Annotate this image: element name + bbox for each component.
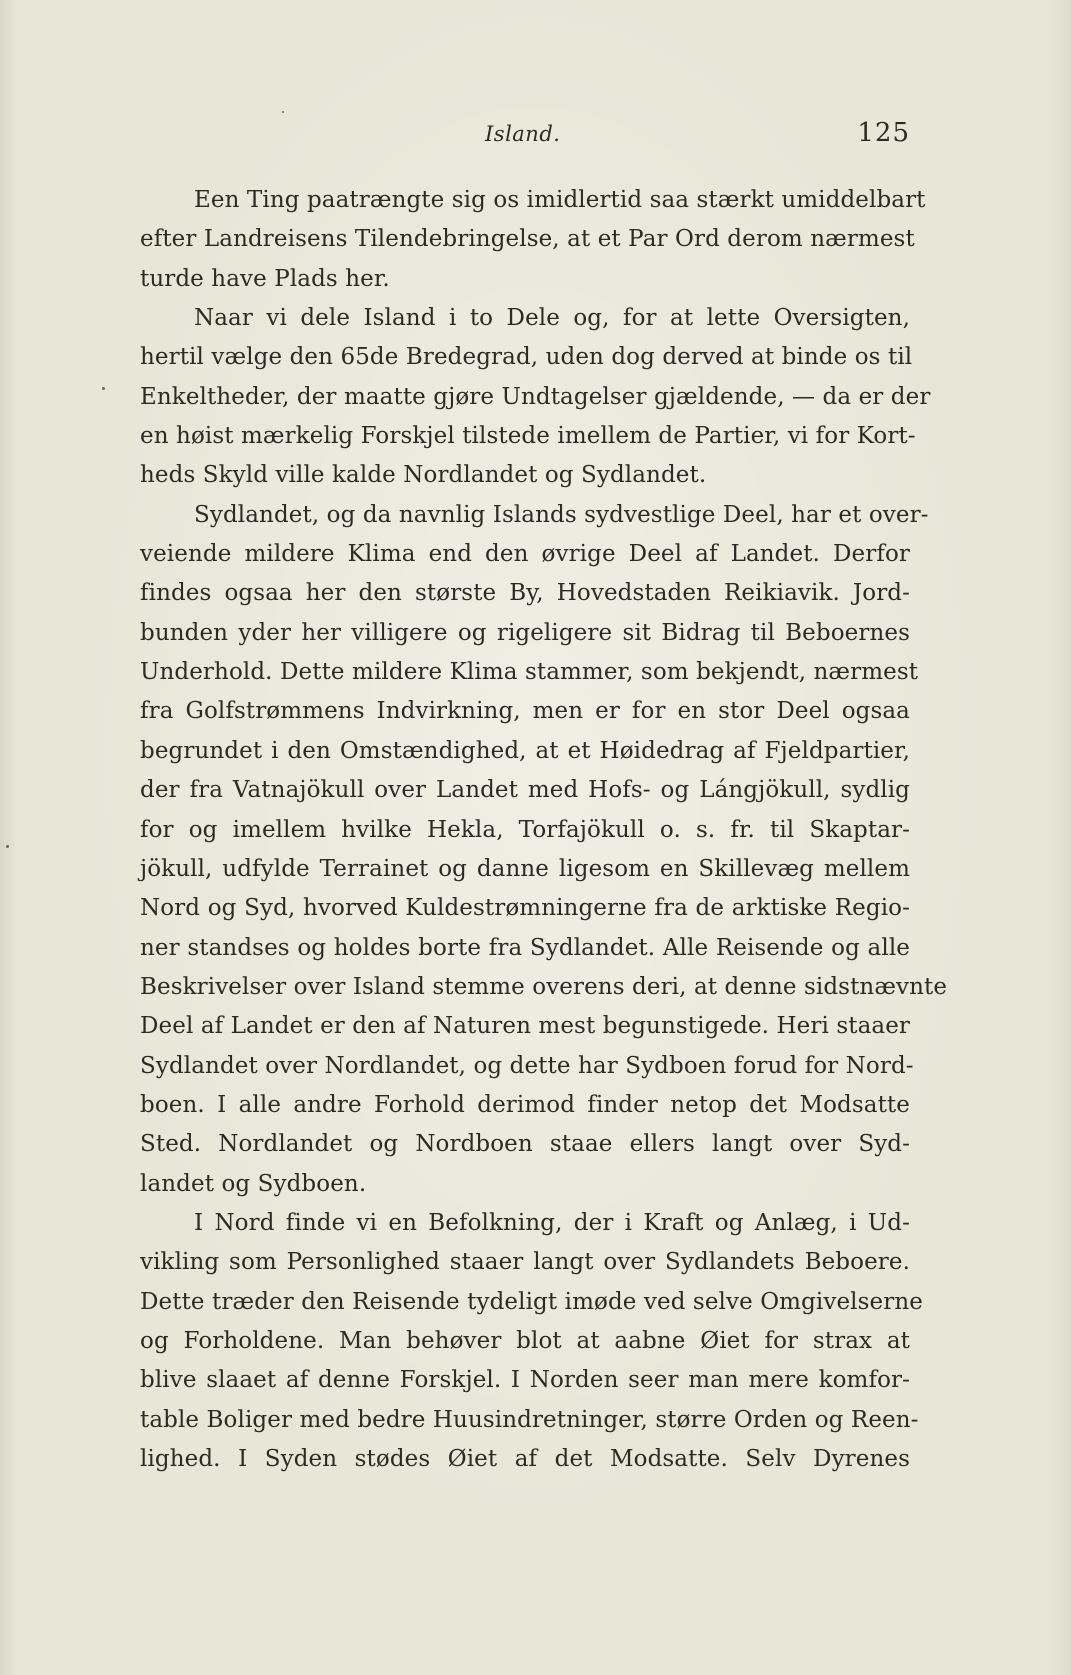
text-line: Deel af Landet er den af Naturen mest begunstigede. Heri staaer — [140, 1013, 910, 1040]
text-line: boen. I alle andre Forhold derimod finder netop det Modsatte — [140, 1091, 910, 1118]
text-line: table Boliger med bedre Huusindretninger, større Orden og Reen- — [140, 1406, 919, 1433]
text-line: ner standses og holdes borte fra Sydlandet. Alle Reisende og alle — [140, 934, 910, 961]
text-line: blive slaaet af denne Forskjel. I Norden seer man mere komfor- — [140, 1367, 910, 1394]
text-line: Naar vi dele Island i to Dele og, for at lette Oversigten, — [194, 305, 910, 332]
text-line: veiende mildere Klima end den øvrige Deel af Landet. Derfor — [140, 541, 910, 568]
paper-speck — [6, 845, 9, 848]
text-line: Dette træder den Reisende tydeligt imøde ved selve Omgivelserne — [140, 1288, 923, 1315]
text-line: fra Golfstrømmens Indvirkning, men er for en stor Deel ogsaa — [140, 698, 910, 725]
text-line: landet og Sydboen. — [140, 1170, 367, 1197]
text-line: en høist mærkelig Forskjel tilstede imellem de Partier, vi for Kort- — [140, 423, 916, 450]
body-text — [140, 181, 948, 1479]
paper-speck — [282, 111, 284, 113]
page-number: 125 — [857, 118, 910, 148]
text-line: Een Ting paatrængte sig os imidlertid saa stærkt umiddelbart — [194, 187, 926, 213]
text-line: bunden yder her villigere og rigeligere sit Bidrag til Beboernes — [140, 619, 910, 646]
text-line: og Forholdene. Man behøver blot at aabne Øiet for strax at — [140, 1327, 910, 1354]
text-line: begrundet i den Omstændighed, at et Høidedrag af Fjeldpartier, — [140, 737, 910, 764]
text-line: Beskrivelser over Island stemme overens deri, at denne sidstnævnte — [140, 973, 948, 1000]
text-line: findes ogsaa her den største By, Hovedstaden Reikiavik. Jord- — [140, 580, 910, 607]
text-line: Nord og Syd, hvorved Kuldestrømningerne fra de arktiske Regio- — [140, 895, 910, 922]
paper-speck — [102, 387, 105, 390]
text-line: Sydlandet, og da navnlig Islands sydvestlige Deel, har et over- — [194, 501, 929, 528]
text-line: vikling som Personlighed staaer langt over Sydlandets Beboere. — [140, 1249, 910, 1276]
text-line: Sted. Nordlandet og Nordboen staae ellers langt over Syd- — [140, 1131, 910, 1158]
text-line: Underhold. Dette mildere Klima stammer, som bekjendt, nærmest — [140, 659, 919, 686]
running-head: Island. — [485, 122, 561, 146]
text-line: turde have Plads her. — [140, 265, 390, 292]
page-header — [140, 118, 910, 152]
text-line: Sydlandet over Nordlandet, og dette har Sydboen forud for Nord- — [140, 1052, 914, 1079]
text-line: lighed. I Syden stødes Øiet af det Modsatte. Selv Dyrenes — [140, 1446, 910, 1472]
text-line: efter Landreisens Tilendebringelse, at et Par Ord derom nærmest — [140, 226, 915, 253]
text-line: jökull, udfylde Terrainet og danne ligesom en Skillevæg mellem — [140, 855, 910, 882]
text-line: Enkeltheder, der maatte gjøre Undtagelser gjældende, — da er der — [140, 383, 931, 410]
text-line: hertil vælge den 65de Bredegrad, uden dog derved at binde os til — [140, 344, 913, 371]
text-line: for og imellem hvilke Hekla, Torfajökull o. s. fr. til Skaptar- — [140, 816, 910, 843]
text-line: der fra Vatnajökull over Landet med Hofs- og Lángjökull, sydlig — [140, 777, 910, 804]
text-line: heds Skyld ville kalde Nordlandet og Sydlandet. — [140, 462, 707, 489]
text-line: I Nord finde vi en Befolkning, der i Kraft og Anlæg, i Ud- — [194, 1209, 910, 1236]
